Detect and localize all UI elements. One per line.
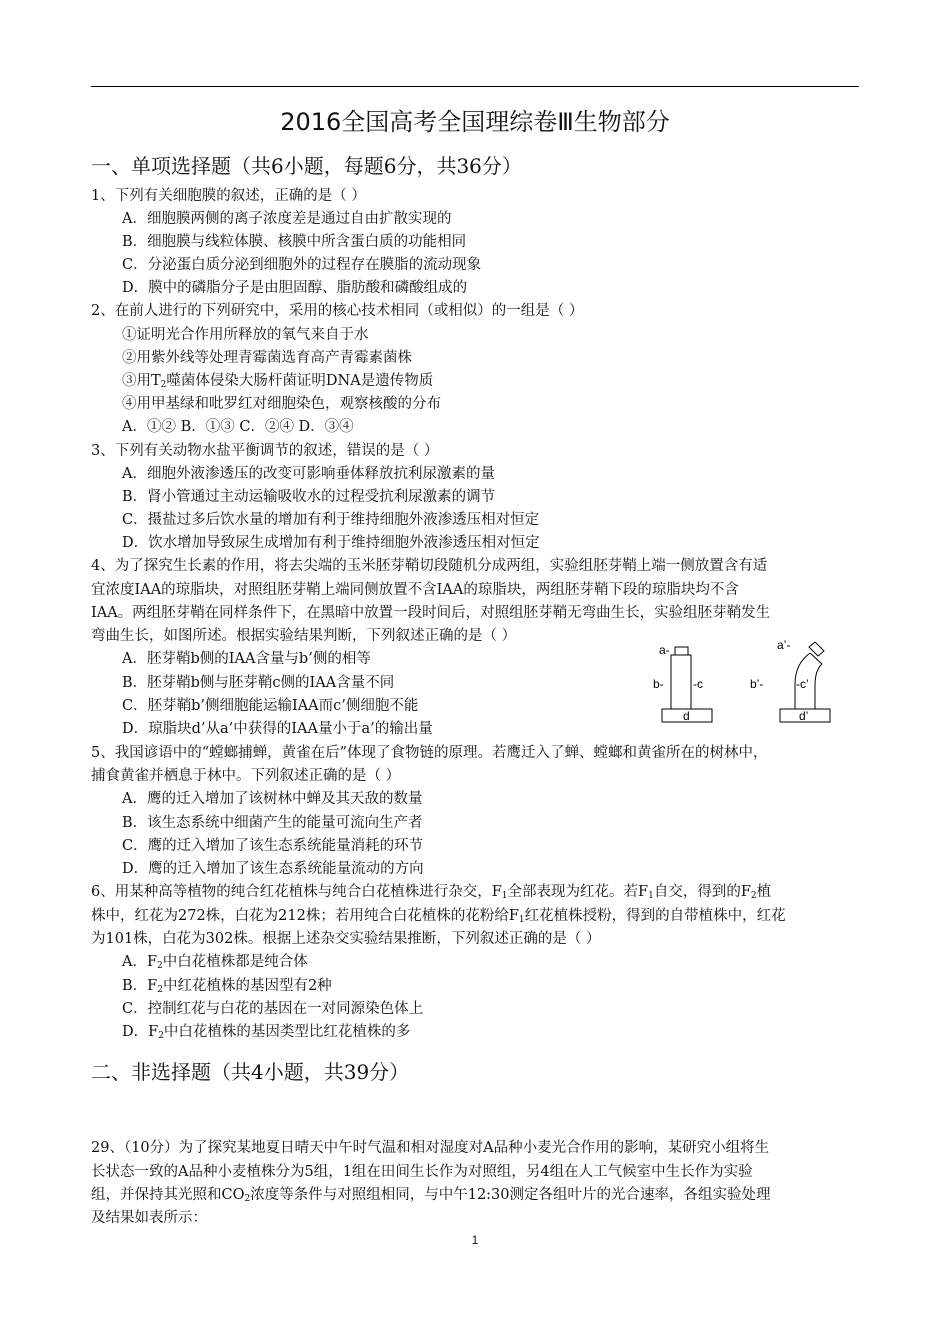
q6-sub: 1	[648, 891, 654, 901]
q5-stem-line-2: 捕食黄雀并栖息于林中。下列叙述正确的是（ ）	[91, 768, 401, 784]
q29-line-4: 及结果如表所示：	[91, 1210, 207, 1226]
q4-stem-line-2: 宜浓度IAA的琼脂块，对照组胚芽鞘上端同侧放置不含IAA的琼脂块，两组胚芽鞘下段的琼脂块均不含	[91, 582, 739, 598]
q6-l1-part-a: 6、用某种高等植物的纯合红花植株与纯合白花植株进行杂交，F	[91, 884, 502, 900]
label-b-prime: b’-	[750, 677, 764, 691]
q6-l1-part-b: 全部表现为红花。若F	[507, 884, 649, 900]
q6-option-c: C．控制红花与白花的基因在一对同源染色体上	[122, 1001, 424, 1017]
page-number: 1	[471, 1233, 479, 1247]
q6-sub: 2	[158, 1031, 164, 1041]
section-heading-nonchoice: 二、非选择题（共4小题，共39分）	[91, 1060, 410, 1084]
q3-option-a: A．细胞外液渗透压的改变可影响垂体释放抗利尿激素的量	[122, 466, 495, 482]
q6-option-b	[122, 979, 332, 994]
q6-a-part-1: A．F	[122, 954, 158, 970]
label-c-prime: -c’	[796, 677, 809, 691]
q6-stem-line-3: 为101株，白花为302株。根据上述杂交实验结果推断，下列叙述正确的是（ ）	[91, 931, 601, 947]
q2-item-3-text: ③用T	[122, 373, 161, 389]
q6-stem-line-1	[91, 885, 771, 900]
q5-option-b: B．该生态系统中细菌产生的能量可流向生产者	[122, 815, 423, 831]
q2-options: A．①② B．①③ C．②④ D．③④	[122, 419, 354, 435]
label-a-prime: a’-	[777, 638, 791, 652]
q1-option-a: A．细胞膜两侧的离子浓度差是通过自由扩散实现的	[122, 211, 452, 227]
label-b: b-	[653, 677, 664, 691]
q6-sub: 2	[750, 891, 757, 901]
q29-line-3	[91, 1188, 771, 1203]
header-rule	[91, 86, 859, 87]
q4-option-b: B．胚芽鞘b侧与胚芽鞘c侧的IAA含量不同	[122, 675, 395, 691]
q5-stem-line-1: 5、我国谚语中的“螳螂捕蝉，黄雀在后”体现了食物链的原理。若鹰迁入了蝉、螳螂和黄雀所在的树林中，	[91, 745, 768, 761]
q2-stem: 2、在前人进行的下列研究中，采用的核心技术相同（或相似）的一组是（ ）	[91, 303, 584, 319]
section-heading-choice: 一、单项选择题（共6小题，每题6分，共36分）	[91, 154, 522, 178]
label-c: -c	[693, 677, 703, 691]
q3-option-b: B．肾小管通过主动运输吸收水的过程受抗利尿激素的调节	[122, 489, 496, 505]
q4-stem-line-4: 弯曲生长，如图所述。根据实验结果判断，下列叙述正确的是（ ）	[91, 628, 517, 644]
q6-a-part-2: 中白花植株都是纯合体	[162, 954, 308, 970]
q6-stem-line-2	[91, 909, 786, 924]
q6-sub: 1	[501, 891, 508, 901]
q6-b-part-2: 中红花植株的基因型有2种	[162, 978, 332, 994]
label-d-prime: d’	[799, 709, 809, 723]
q6-b-part-1: B．F	[122, 978, 158, 994]
q6-l1-part-d: 植	[756, 884, 772, 900]
q1-option-d: D．膜中的磷脂分子是由胆固醇、脂肪酸和磷酸组成的	[122, 280, 468, 296]
page-title: 2016全国高考全国理综卷Ⅲ生物部分	[280, 108, 670, 136]
q6-l2-part-a: 株中，红花为272株，白花为212株；若用纯合白花植株的花粉给F	[91, 908, 519, 924]
q6-sub: 2	[157, 985, 163, 995]
q29-line-2: 长状态一致的A品种小麦植株分为5组，1组在田间生长作为对照组，另4组在人工气候室中生长作为实验	[91, 1164, 753, 1180]
q29-sub: 2	[244, 1194, 251, 1204]
q2-item-3	[122, 374, 433, 389]
q4-stem-line-3: IAA。两组胚芽鞘在同样条件下，在黑暗中放置一段时间后，对照组胚芽鞘无弯曲生长，实验组胚芽鞘发生	[91, 605, 771, 621]
coleoptile-control	[671, 655, 691, 709]
q1-option-c: C．分泌蛋白质分泌到细胞外的过程存在膜脂的流动现象	[122, 257, 482, 273]
agar-block-a	[675, 647, 688, 655]
q2-item-3-text-b: 噬菌体侵染大肠杆菌证明DNA是遗传物质	[166, 373, 434, 389]
q6-sub: 2	[157, 961, 163, 971]
q6-d-part-1: D．F	[122, 1024, 159, 1040]
q2-item-1: ①证明光合作用所释放的氧气来自于水	[122, 327, 369, 343]
coleoptile-experimental-right	[815, 664, 822, 709]
q3-option-c: C．摄盐过多后饮水量的增加有利于维持细胞外液渗透压相对恒定	[122, 512, 540, 528]
q2-item-2: ②用紫外线等处理青霉菌选育高产青霉素菌株	[122, 350, 412, 366]
coleoptile-figure	[652, 634, 832, 730]
q4-option-a: A．胚芽鞘b侧的IAA含量与b’侧的相等	[122, 651, 371, 667]
q3-option-d: D．饮水增加导致尿生成增加有利于维持细胞外液渗透压相对恒定	[122, 535, 540, 551]
q29-line-1: 29、（10分）为了探究某地夏日晴天中午时气温和相对湿度对A品种小麦光合作用的影响，某研究小组将生	[91, 1140, 770, 1156]
label-a: a-	[659, 643, 670, 657]
q6-sub: 1	[518, 915, 525, 925]
q5-option-a: A．鹰的迁入增加了该树林中蝉及其天敌的数量	[122, 791, 423, 807]
q2-item-4: ④用甲基绿和吡罗红对细胞染色，观察核酸的分布	[122, 396, 441, 412]
q29-l3-part-a: 组，并保持其光照和CO	[91, 1187, 245, 1203]
q29-l3-part-b: 浓度等条件与对照组相同，与中午12:30测定各组叶片的光合速率，各组实验处理	[250, 1187, 771, 1203]
q2-item-3-sub: 2	[160, 380, 167, 390]
q4-stem-line-1: 4、为了探究生长素的作用，将去尖端的玉米胚芽鞘切段随机分成两组，实验组胚芽鞘上端一侧放置含有适	[91, 558, 768, 574]
q4-option-d: D．琼脂块d’从a’中获得的IAA量小于a’的输出量	[122, 721, 433, 737]
q5-option-c: C．鹰的迁入增加了该生态系统能量消耗的环节	[122, 838, 424, 854]
q6-option-d	[122, 1025, 410, 1040]
q1-option-b: B．细胞膜与线粒体膜、核膜中所含蛋白质的功能相同	[122, 234, 467, 250]
q6-option-a	[122, 955, 308, 970]
q6-d-part-2: 中白花植株的基因类型比红花植株的多	[163, 1024, 411, 1040]
q4-option-c: C．胚芽鞘b’侧细胞能运输IAA而c’侧细胞不能	[122, 698, 419, 714]
label-d: d	[683, 709, 690, 723]
q1-stem: 1、下列有关细胞膜的叙述，正确的是（ ）	[91, 188, 366, 204]
q3-stem: 3、下列有关动物水盐平衡调节的叙述，错误的是（ ）	[91, 443, 439, 459]
q6-l2-part-b: 红花植株授粉，得到的自带植株中，红花	[524, 908, 786, 924]
q6-l1-part-c: 自交，得到的F	[653, 884, 751, 900]
q5-option-d: D．鹰的迁入增加了该生态系统能量流动的方向	[122, 861, 424, 877]
